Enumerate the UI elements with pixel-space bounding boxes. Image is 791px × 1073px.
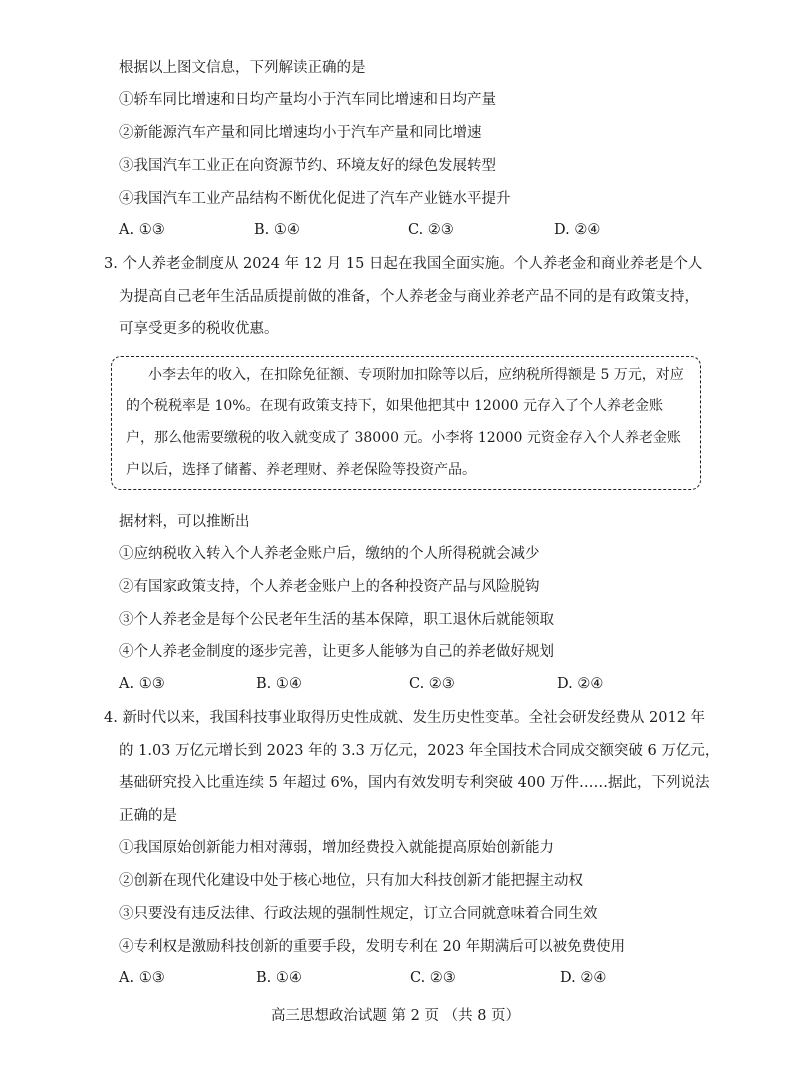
q2-item-3: ③我国汽车工业正在向资源节约、环境友好的绿色发展转型 [119,158,496,174]
q4-option-b: B. ①④ [256,970,302,986]
q3-item-2: ②有国家政策支持，个人养老金账户上的各种投资产品与风险脱钩 [119,579,540,595]
q2-option-a: A. ①③ [119,222,165,238]
q2-item-1: ①轿车同比增速和日均产量均小于汽车同比增速和日均产量 [119,92,496,108]
material-line-4: 户以后，选择了储蓄、养老理财、养老保险等投资产品。 [126,462,476,478]
q2-option-c: C. ②③ [408,222,454,238]
q3-stem-line-3: 可享受更多的税收优惠。 [119,321,279,337]
q4-stem-line-3: 基础研究投入比重连续 5 年超过 6%，国内有效发明专利突破 400 万件……据此，下列说法 [119,775,710,791]
q4-item-4: ④专利权是激励科技创新的重要手段，发明专利在 20 年期满后可以被免费使用 [119,939,626,955]
q3-stem-line-1: 3. 个人养老金制度从 2024 年 12 月 15 日起在我国全面实施。个人养老金和商业养老是个人 [104,256,703,272]
q2-option-b: B. ①④ [254,222,300,238]
q4-item-1: ①我国原始创新能力相对薄弱，增加经费投入就能提高原始创新能力 [119,840,554,856]
q4-stem-line-1: 4. 新时代以来，我国科技事业取得历史性成就、发生历史性变革。全社会研发经费从 2012 年 [104,710,706,726]
q4-stem-line-2: 的 1.03 万亿元增长到 2023 年的 3.3 万亿元，2023 年全国技术合同成交额突破 6 万亿元， [119,743,720,759]
q4-option-a: A. ①③ [119,970,165,986]
q3-item-4: ④个人养老金制度的逐步完善，让更多人能够为自己的养老做好规划 [119,644,554,660]
page-footer: 高三思想政治试题 第 2 页 （共 8 页） [270,1008,521,1024]
material-line-3: 户，那么他需要缴税的收入就变成了 38000 元。小李将 12000 元资金存入个人养老金账 [126,430,681,446]
q3-item-3: ③个人养老金是每个公民老年生活的基本保障，职工退休后就能领取 [119,612,554,628]
material-box [111,356,701,490]
q3-option-b: B. ①④ [256,676,302,692]
q4-stem-line-4: 正确的是 [119,808,177,824]
q4-option-c: C. ②③ [410,970,456,986]
q3-option-a: A. ①③ [119,676,165,692]
q2-item-2: ②新能源汽车产量和同比增速均小于汽车产量和同比增速 [119,125,482,141]
material-line-2: 的个税税率是 10%。在现有政策支持下，如果他把其中 12000 元存入了个人养老金账 [126,398,664,414]
q2-item-4: ④我国汽车工业产品结构不断优化促进了汽车产业链水平提升 [119,191,511,207]
q2-option-d: D. ②④ [554,222,601,238]
material-line-1: 小李去年的收入，在扣除免征额、专项附加扣除等以后，应纳税所得额是 5 万元，对应 [148,367,684,383]
q2-stem: 根据以上图文信息，下列解读正确的是 [119,60,366,76]
q3-item-1: ①应纳税收入转入个人养老金账户后，缴纳的个人所得税就会减少 [119,546,540,562]
q3-lead: 据材料，可以推断出 [119,514,250,530]
q3-option-d: D. ②④ [557,676,604,692]
q4-option-d: D. ②④ [560,970,607,986]
q3-stem-line-2: 为提高自己老年生活品质提前做的准备，个人养老金与商业养老产品不同的是有政策支持， [119,289,699,305]
q4-item-3: ③只要没有违反法律、行政法规的强制性规定，订立合同就意味着合同生效 [119,906,598,922]
q4-item-2: ②创新在现代化建设中处于核心地位，只有加大科技创新才能把握主动权 [119,873,583,889]
q3-option-c: C. ②③ [409,676,455,692]
